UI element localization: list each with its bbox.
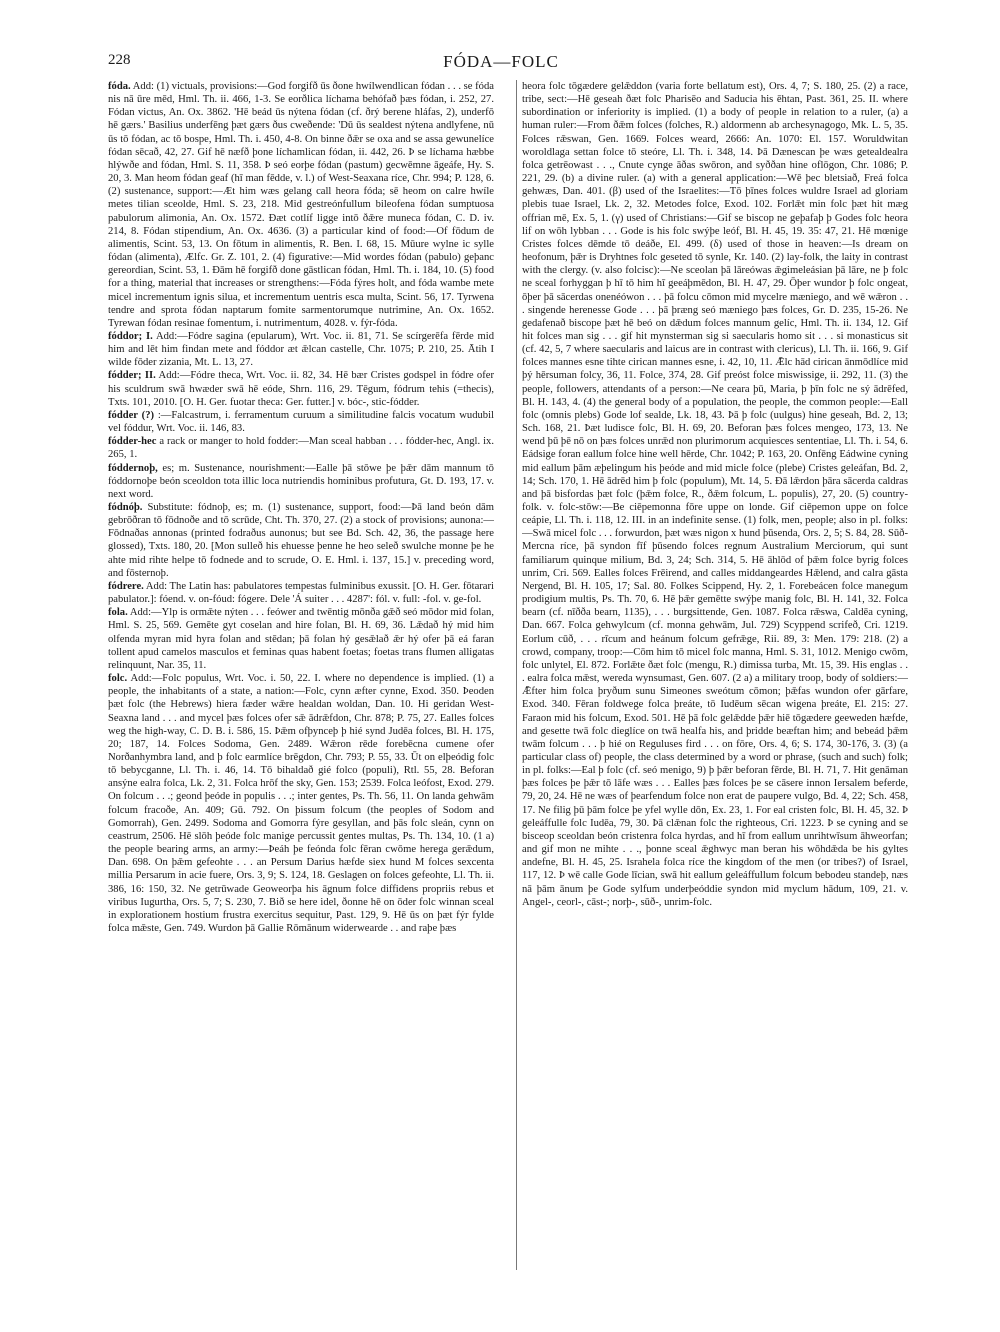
entry-text: Add: The Latin has: pabulatores tempestas fulminibus exussit. [O. H. Ger. fōtarari pabulator.]: fóend. v. on-fóud: fógere. Dele 'Á suiter . . . 4287': fól. v. full: -fol. v. ge-fol.: [108, 580, 494, 606]
running-head: FÓDA—FOLC: [443, 52, 559, 71]
entry-headword: fódnóþ.: [108, 502, 143, 513]
entry-headword: fódder (?): [108, 409, 155, 421]
entry-text: Add: (1) victuals, provisions:—God forgifð ūs ðone hwílwendlican fódan . . . se fóda nis nā ūre mēd, Hml. Th. ii. 466, 1-3. Se eorðlica líchama behófað þæs fódan, i. 252, 27. Fódan victus, An. Ox. 3862. 'Hē beád ūs nýtena fódan (cf. ðrý berene hláfas, 2), underfō hē gærs.' Basilius underfēng þæt gærs ðus cweðende: 'Dū ūs sealdest nýtena andlyfene, nū ūs tō fódan, ac tō bospe, Hml. Th. i. 450, 4-8. On binne ðǣr se oxa and se assa gewunelíce fódan sēcað, 42, 27. Gif hē næfð þone líchamlican fódan, ii. 442, 26. Þ se líchama hæbbe hlýwðe and fódan, Hml. S. 11, 358. Þ seó eorþe fódan (pastum) gecwēmne āgeáfe, Hy. S. 20, 3. Man heom fódan geaf (hī man fēdde, v. l.) of West-Seaxana ríce, Chr. 994; P. 128, 6. (2) sustenance, support:—Æt him wæs gelang call heora fóda; sē heom on calre hwíle metes tilian sceolde, Hml. S. 23, 218. Mid gestreónfullum bileofena fódan sumptuosa pabulorum alimonia, An. Ox. 1572. Ðæt cotlíf ligge intō ðǣre muneca fódan, C. D. iv. 214, 8. Fódan stipendium, An. Ox. 4636. (3) a particular kind of food:—Of fōdum de alimentis, Scint. 53, 13. On fōtum in alimentis, R. Ben. I. 68, 15. Mūure wylne ic sylle fódan (alimenta), Ælfc. Gr. Z. 101, 2. (4) figurative:—Mid wordes fódan (pabulo) geþanc gereordian, Scint. 53, 1. Ðām hē forgifð done gāstlican fódan, Hml. Th. i. 184, 10. (5) food for a thing, material that increases or strengthens:—Fóda fýres holt, and fóda wambe mete micel incrementum ignis silua, et incrementum uentris esca multa, Scint. 56, 17. Tyrwena tendre and sprota fódan naptarum fomite sarmentorumque nutrimine, An. Ox. 1652. Tyrewan fódan resinae fomentum, i. nutrimentum, 4028. v. fýr-fóda.: [108, 81, 494, 329]
entry-text: Add:—Fódre sagina (epularum), Wrt. Voc. ii. 81, 71. Se scírgerēfa fērde mid him and lēt him findan mete and fóddor æt ǣlcan castelle, Chr. 1075; P. 210, 25. Ātih I wilde fōder zizania, Mt. L. 13, 27.: [108, 330, 494, 369]
dictionary-entry: [108, 672, 494, 935]
entry-headword: fóddernoþ,: [108, 462, 158, 474]
dictionary-entry: [108, 462, 494, 501]
entry-headword: fola.: [108, 607, 128, 619]
right-column: [522, 80, 908, 1270]
entry-headword: fódder; II.: [108, 370, 156, 382]
entry-text: Add:—Fódre theca, Wrt. Voc. ii. 82, 34. Hē bær Cristes godspel in fódre ofer his sculdrum swā hwæder swā hē eóde, Shrn. 116, 29. Tēgum, fódrum tehis (=thecis), Txts. 101, 2010. [O. H. Ger. fuotar theca: Ger. futter.] v. bóc-, stic-fódder.: [108, 370, 494, 408]
entry-text: heora folc tōgædere gelǣddon (varia forte bellatum est), Ors. 4, 7; S. 180, 25. (2) a race, tribe, sect:—Hē geseah ðæt folc Pharisēo and Saducia his ēhtan, Past. 361, 25. II. where subordination or inferiority is implied. (1) a body of people in relation to a ruler, (a) a human ruler:—From ðǣm folces (folches, R.) aldormenn ab archesynagogo, Mk. L. 5, 35. Folces rǣswan, Gen. 1669. Folces weard, 2666: An. 1070: El. 157. Woruldwitan woroldlaga settan folce tō steóre, Ll. Th. i. 348, 14. Þā Dænescan þe wæs getealdealra folca getrēowast . . ., Cnute cynge āðas swōron, and syððan hine oflōgon, Chr. 1086; P. 221, 29. (b) a divine ruler. (a) with a general application:—Wē þec bletsiað, Freá folca gehwæs, Dan. 401. (β) used of the Israelites:—Tō þīnes folces wuldre Israel ad gloriam plebis tuae Israel, Lk. 2, 32. Metodes folce, Exod. 102. Forlǣt min folc þæt hit mæg offrian mē, Ex. 5, 1. (γ) used of Christians:—Gif se biscop ne geþafaþ þ Godes folc heora lif on wōh lybban . . . Gode is his folc swýþe leóf, Bl. H. 45, 19. 35: 47, 21. Hē mœnige Cristes folces dēmde tō deáðe, El. 499. (δ) used of those in heaven:—Is dream on heofonum, þǣr is Dryhtnes folc geseted tō synle, Kr. 140. (2) lay-folk, the laity in contrast with the clergy. (v. also folcisc):—Ne sceolan þā lāreówas ǣgimeleásian þā lāre, ne þ folc ne sceal forhyggan þ hī tō him hī geeáþmēdon, Bl. H. 47, 29. Ōþer wundor þ folc ongeat, ōþer þā sācerdas onenéówon . . . þā folcu cōmon mid mycelre mæniego, and wē wǣron . . . singende herenesse Gode . . . þā þræng seó mæniego þæs folces, Gr. D. 235, 15-26. Ne gedafenað biscope þæt hē beó on dǣdum folces mannum gelíc, Hml. Th. ii. 134, 12. Gif hit folces man sig . . . gif hit mynsterman sig si saecularis homo sit . . . si monasticus sit (cf. 42, 5, 7 where saecularis and laicus are in contrast with clericus), Ll. Th. ii. 166, 9. Gif folces mannes esne tihte cirican mannes esne, i. 42, 10, 11. Ǣlc hād cirican ānmōdlíce mid þý hērsuman folcy, 36, 11. Folce, 374, 28. Gif preóst folce miswissige, ii. 292, 11. (3) the people, followers, attendants of a person:—Ne ceara þū, Maria, þ þīn folc ne sý ādrēfed, Bl. H. 143, 4. (4) the general body of a population, the people, the common people:—Eall folc (omnis plebs) Gode lof sealde, Lk. 18, 43. Þā þ folc (uulgus) hine geseah, Bd. 2, 13; Sch. 168, 21. Þæt ludisce folc, Bl. H. 69, 20. Beforan þæs folces mengeo, 173, 13. Ne wend þū þē nō on þæs folces unrǣd non plurimorum acquiesces sententiae, Ll. Th. i. 54, 6. Eádsige foran eallum folce hine well hērde, Chr. 1042; P. 163, 20. Onfēng Eádwine cyning mid eallum þām æþelingum his þeóde and mid micle folce (plebe) Cristes geleáfan, Bd. 2, 14; Sch. 170, 1. Hē ādrēd him þ folc (populum), Mt. 14, 5. Ðā lǣrdon þāra sācerda caldras and þā bisfordas þæt folc (þǣm folce, R., ðǣm folcum, L. populis), 27, 20. (5) country-folk. v. folc-stōw:—Be ciēpemonna fōre uppe on londe. Gif ciēpemon uppe on folce ceápie, Ll. Th. i. 118, 12. III. in an indefinite sense. (1) folk, men, people; also in pl. folks:—Swā micel folc . . . forwurdon, þæt wæs nigon x hund þūsenda, Ors. 2, 5; S. 84, 28. Sūð-Mercna ríce, þā syndon fīf þūsendo folces regnum Australium Merciorum, qui sunt familiarum quinque milium, Bd. 3, 24; Sch. 314, 5. Hē āhlōd of þǣm folce byrig folces unrim, Cri. 569. Ealles folces Frēirend, and calles middangeardes Hǣlend, and calra gāsta Nergend, Bl. H. 105, 17; Sal. 80. Folkes Scippend, Hy. 2, 1. Forebeácen folce manegum prodigium multis, Ps. Th. 70, 6. Hē þǣr gemētte swýþe manig folc, Bl. H. 141, 32. Folca bearn (cf. nīðða bearn, 1135), . . . burgsittende, Gen. 1087. Folca rǣswa, Caldēa cyning, Dan. 667. Folca gehwylcum (cf. monna gehwām, Jul. 729) Scyppend scrifeð, Cri. 1219. Eorlum cūð, . . . rīcum and heánum folcum gefrǣge, Rii. 89, 3: Men. 179: 218. (2) a crowd, company, troop:—Cōm him tō micel folc manna, Hml. S. 31, 1012. Menigo cwōm, folc unlytel, El. 872. Forlǣte ðæt folc (mengu, R.) dimissa turba, Mt. 15, 39. His englas . . . ealra folca mǣst, wereda wynsumast, Gen. 607. (2 a) a military troop, body of soldiers:—Ǣfter him folca þryðum sunu Simeones sweótum cōmon; þǣfas wundon ofer gārfare, Exod. 340. Fēran foldwege folca þreáte, tō Iudēum sēcan wigena þreáte, El. 215: 27. Faraon mid his folcum, Exod. 501. Hē þā folc gelǣdde þǣr hiē tōgædere geeweden hæfde, and gesette twā folc dieglíce on twā healfa his, and þridde beæftan him; and bebeád þǣm twām folcum . . . þ hié on Reguluses fird . . . on fōre, Ors. 4, 6; S. 174, 30-176, 3. (3) (a particular class of) people, the class determined by a word or phrase, (such and such) folk; in pl. folks:—Eal þ folc (cf. seó menigo, 9) þ þǣr beforan fērde, Bl. H. 71, 7. Hit genāman þæs folces þe þǣr tō lāfe wæs . . . Ealles þæs folces þe se cāsere innon Iersalem beferde, 79, 20, 24. Hē ne wæs of þearfendum folce non erat de paupere vulgo, Bd. 4, 22; Sch. 458, 17. Ne filig þū þām folce þe yfel wylle dōn, Ex. 23, 1. For eal cristen folc, Bl. H. 45, 32. Þ geleáffulle folc Iudēa, 79, 30. Þā clǣnan folc the righteous, Cri. 1223. Þ se cyning and se bisceop sceoldan beón cristenra folca hyrdas, and hī from eallum unrihtwīsum āhweorfan; and gif mon ne mihte . . ., þonne sceal ǣghwyc man beran his wōhdǣda be his gyltes andefne, Bl. H. 45, 25. Israhela folca ríce the kingdom of the men (or tribes?) of Israel, 117, 12. Þ wē calle Gode līcian, swā hit eallum geleáffullum folcum bebodeu standeþ, næs nā þām ānum þe Gode sylfum underþeóddie syndon mid myclum hādum, 109, 21. v. Angel-, ceorl-, cāst-; norþ-, sūð-, unrim-folc.: [522, 81, 908, 908]
dictionary-entry: [108, 369, 494, 408]
entry-text: Add:—Folc populus, Wrt. Voc. i. 50, 22. I. where no dependence is implied. (1) a people, the inhabitants of a state, a nation:—Folc, cynn æfter cynne, Exod. 350. Þeoden þæt folc (the Hebrews) hiera fæder wǣre healdan woldan, Dan. 10. Hi geridan West-Seaxna land . . . and mycel þæs folces ofer sǣ ādrǣfdon, Chr. 878; P. 75, 27. Ealles folces weg the high-way, C. D. B. i. 586, 15. Þǣm ofþynceþ þ hié synd Judēa folces, Bl. H. 175, 20; 187, 14. Folces Sodoma, Gen. 2489. Wǣron rēde forebēcna cumene ofer Norðanhymbra land, and þ folc earmlíce brēgdon, Chr. 793; P. 55, 33. Ūt on elþeódig folc tō bebycganne, Ll. Th. i. 46, 14. Tō bihaldað gié folco (populi), Rtl. 55, 28. Beforan ansýne ealra folca, Lk. 2, 31. Folca hrōf the sky, Gen. 153; 2539. Folca leófost, Exod. 279. On folcum . . .; geond þeóde in populis . . .; inter gentes, Ps. Th. 56, 11. On landa gehwām folcum fracoðe, An. 409; Gū. 792. On þissum folcum (the peoples of Sodom and Gomorrah), Gen. 2499. Sodoma and Gomorra fýre gesyllan, and þās folc sleán, cynn on ceastrum, 2506. Hē slōh þeóde folc manige percussit gentes multas, Ps. Th. 134, 10. (1 a) the people bearing arms, an army:—Þeáh þe feónda folc fēran cwōme herega gerǣdum, Dan. 698. On þǣm gefeohte . . . an Persum Darius hæfde siex hund M folces sexcenta millia Persarum in acie fuere, Ors. 3, 9; S. 124, 18. Geslagen on folces gefeohte, Ll. Th. ii. 386, 16: 150, 32. Ne getrūwade Geoweorþa his āgnum folce diffidens propriis rebus et viribus Iugurtha, Ors. 5, 7; S. 230, 7. Bið se here idel, ðonne hē on ōder folc winnan sceal in explorationem hostium frustra exercitus sequitur, Past. 129, 9. Hē ūs on þæt fýr fylde folca mǣste, Gen. 749. Wurdon þā Gallie Rōmānum widerwearde . . and raþe þæs: [108, 673, 494, 934]
entry-text: es; m. Sustenance, nourishment:—Ealle þā stōwe þe þǣr dām mannum tō fóddornoþe beón sceoldon tota illic loca nutriendis hominibus profutura, Gt. D. 193, 17. v. next word.: [108, 462, 494, 500]
dictionary-entry: [108, 606, 494, 672]
left-column: [108, 80, 494, 1270]
dictionary-entry: [108, 435, 494, 461]
entry-headword: folc.: [108, 673, 128, 685]
dictionary-entry: [108, 80, 494, 330]
dictionary-entry: [108, 580, 494, 606]
entry-text: Add:—Ylp is ormǣte nýten . . . feówer and twēntig mōnða gǣð seó mōdor mid folan, Hml. S. 25, 569. Gemēte gyt coselan and hire folan, Bl. H. 69, 36. Lǣdað hý mid him olfenda myran mid hyra folan and stēdan; þā folan hý gesǣlað ǣr hý ofer þā eá faran tollent apud camelos masculos et feminas quas habent foetas; foetas trans flumen alligatas relinquunt, Nar. 35, 11.: [108, 607, 494, 671]
entry-headword: fóda.: [108, 81, 131, 92]
entry-text: :—Falcastrum, i. ferramentum curuum a similitudine falcis vocatum wudubil vel fóddur, Wrt. Voc. ii. 146, 83.: [108, 409, 494, 435]
dictionary-entry: [108, 501, 494, 580]
column-divider: [516, 80, 517, 1270]
dictionary-entry: [108, 409, 494, 435]
entry-headword: fódrere.: [108, 580, 144, 592]
page-header: [108, 52, 894, 74]
dictionary-entry: [522, 80, 908, 909]
dictionary-entry: [108, 330, 494, 369]
entry-text: Substitute: fódnoþ, es; m. (1) sustenance, support, food:—Þā land beón dām gebrōðran tō fōdnoðe and tō scrūde, Cht. Th. 370, 27. (2) a stock of provisions; aunona:—Fōdnaðas annonas (printed fodraðus aunonus; but see Bd. Sch. 42, 36, the passage here glossed), Txts. 180, 20. [Mon sulleð his ehuesse þenne he heo seleð swulche monne þe he ahte mid rihte helpe tō fodnede and to scrude, O. E. Hml. i. 137, 15.] v. preceding word, and fōsternoþ.: [108, 502, 494, 579]
entry-headword: fódder-hec: [108, 436, 157, 448]
entry-headword: fóddor; I.: [108, 330, 153, 342]
entry-text: a rack or manger to hold fodder:—Man sceal habban . . . fódder-hec, Angl. ix. 265, 1.: [108, 436, 494, 461]
page-number: 228: [108, 52, 131, 68]
